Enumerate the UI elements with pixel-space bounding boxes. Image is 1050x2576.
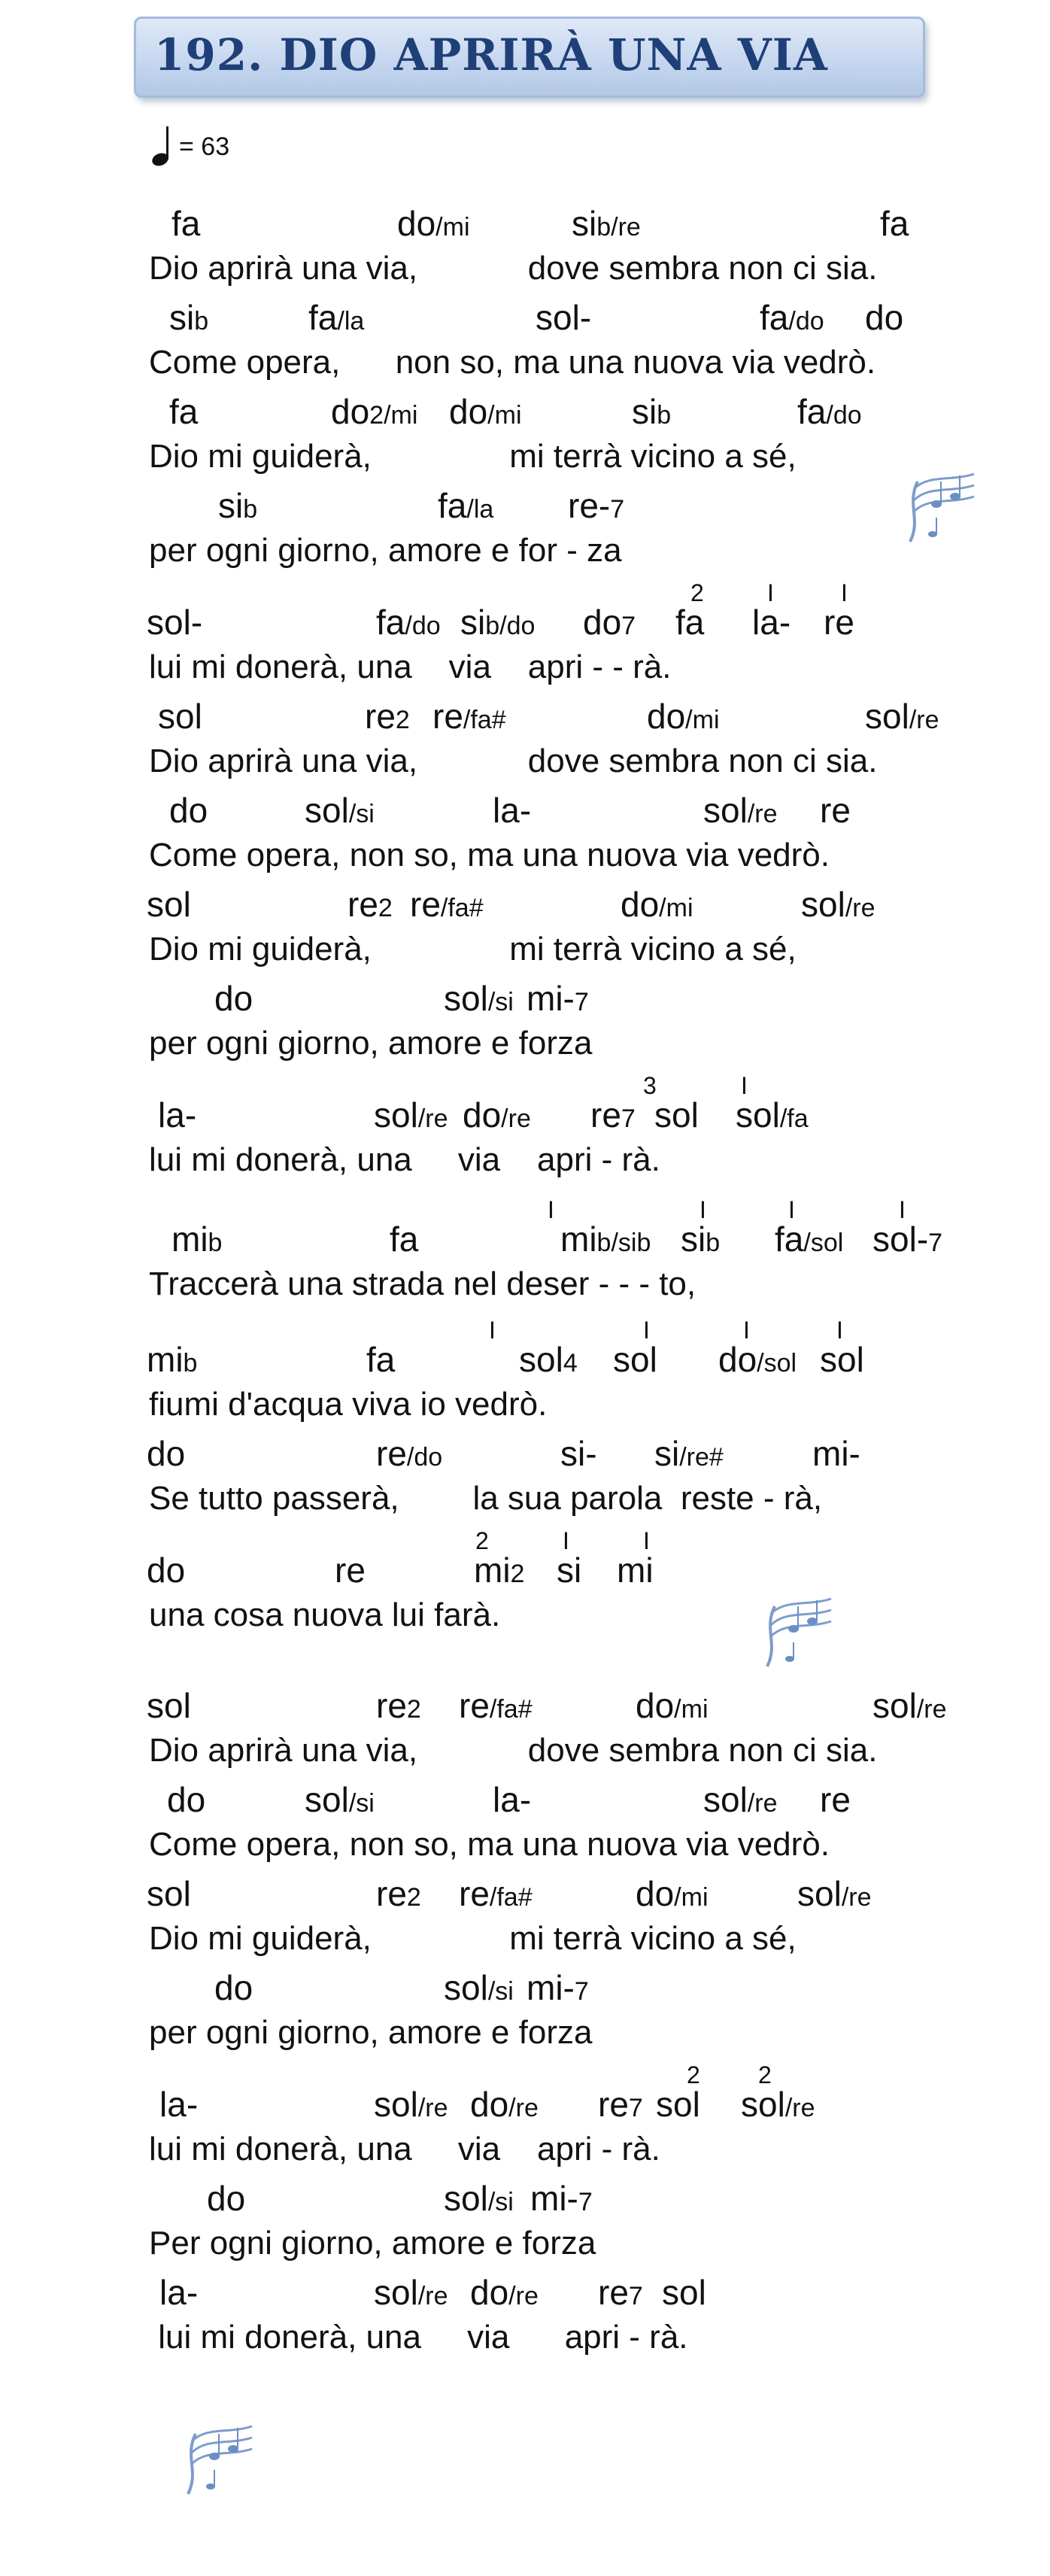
chord-label: sol/si (305, 1780, 375, 1819)
lyric-text: per ogni giorno, amore e forza (149, 2014, 593, 2051)
chord-label: sol- (536, 298, 592, 337)
chord-label: do/mi (647, 697, 720, 736)
chord-label: sol/si (444, 979, 514, 1018)
lyric-text: Per ogni giorno, amore e forza (149, 2225, 596, 2262)
chord-label: sib (169, 298, 209, 337)
chord-label: re (335, 1551, 366, 1590)
chord-label: do (214, 979, 253, 1018)
lyric-text: Dio mi guiderà, mi terrà vicino a sé, (149, 931, 797, 968)
chord-label: fa (366, 1340, 396, 1379)
chord-label: sib (681, 1220, 721, 1259)
chord-label: re2 (365, 697, 410, 736)
chord-label: fa/do (760, 298, 824, 337)
chord-label: sol- (147, 603, 203, 642)
fingering-mark: 2 (758, 2061, 772, 2088)
lyric-text: Dio aprirà una via, dove sembra non ci sia. (149, 743, 878, 779)
chord-label: sol (820, 1340, 864, 1379)
chord-label: mi-7 (530, 2179, 593, 2218)
chord-label: sol (654, 1095, 699, 1135)
fingering-mark: I (767, 579, 774, 606)
chord-label: sol/re (374, 2085, 448, 2124)
chord-label: sol (147, 1686, 191, 1725)
lyric-text: Come opera, non so, ma una nuova via vedrò. (149, 837, 830, 873)
lyric-text: Traccerà una strada nel deser - - - to, (149, 1265, 696, 1302)
chord-label: sol-7 (872, 1220, 943, 1259)
chord-label: do7 (583, 603, 636, 642)
chord-label: re (824, 603, 854, 642)
chord-label: re/fa# (459, 1874, 533, 1913)
chord-label: do (207, 2179, 246, 2218)
chord-label: sib/re (572, 204, 641, 243)
lyric-text: Dio mi guiderà, mi terrà vicino a sé, (149, 1920, 797, 1957)
lyric-text: fiumi d'acqua viva io vedrò. (149, 1386, 548, 1423)
chord-label: do/mi (449, 392, 522, 431)
chord-label: fa/do (376, 603, 441, 642)
fingering-mark: 2 (475, 1527, 489, 1554)
chord-label: sol (147, 1874, 191, 1913)
chord-label: do/mi (636, 1686, 709, 1725)
chord-label: do (169, 791, 208, 830)
chord-label: sol/re (797, 1874, 872, 1913)
chord-label: mib (171, 1220, 223, 1259)
lyric-text: Se tutto passerà, la sua parola reste - rà, (149, 1480, 823, 1517)
chord-label: si/re# (654, 1434, 724, 1473)
chord-label: re2 (347, 885, 393, 924)
chord-label: do/re (463, 1095, 531, 1135)
fingering-mark: 3 (643, 1072, 657, 1099)
fingering-mark: I (563, 1527, 569, 1554)
tempo-value: = 63 (179, 132, 230, 161)
chord-label: re/do (376, 1434, 443, 1473)
song-title: 192. DIO APRIRÀ UNA VIA (154, 29, 828, 80)
chord-label: la- (159, 2085, 199, 2124)
lyric-text: Dio aprirà una via, dove sembra non ci sia. (149, 250, 878, 287)
music-notes-icon (899, 459, 982, 557)
chord-label: sol/si (305, 791, 375, 830)
chord-label: sol/re (374, 2273, 448, 2312)
chord-label: sol (613, 1340, 657, 1379)
chord-label: fa/sol (775, 1220, 844, 1259)
chord-label: do/sol (718, 1340, 797, 1379)
chord-label: sol (662, 2273, 706, 2312)
chord-label: do (214, 1968, 253, 2007)
chord-label: re7 (590, 1095, 636, 1135)
chord-label: sib (632, 392, 672, 431)
fingering-mark: I (489, 1317, 496, 1344)
chord-label: la- (493, 791, 532, 830)
chord-label: re2 (376, 1686, 421, 1725)
fingering-mark: I (899, 1196, 906, 1223)
chord-label: sib (218, 486, 258, 525)
fingering-mark: I (743, 1317, 750, 1344)
lyric-text: per ogni giorno, amore e forza (149, 1025, 593, 1062)
chord-label: do (147, 1551, 186, 1590)
chord-label: fa/do (797, 392, 862, 431)
fingering-mark: I (836, 1317, 843, 1344)
fingering-mark: 2 (687, 2061, 700, 2088)
chord-label: si- (560, 1434, 597, 1473)
fingering-mark: I (841, 579, 848, 606)
chord-label: sol (158, 697, 202, 736)
chord-label: fa (675, 603, 705, 642)
chord-label: mi-7 (527, 1968, 589, 2007)
chord-label: sol/fa (736, 1095, 809, 1135)
chord-label: fa (390, 1220, 419, 1259)
music-notes-icon (756, 1584, 839, 1681)
chord-label: re/fa# (432, 697, 506, 736)
chord-label: sib/do (460, 603, 536, 642)
lyric-text: lui mi donerà, una via apri - rà. (149, 2319, 688, 2356)
chord-label: do (147, 1434, 186, 1473)
chord-label: re (820, 791, 851, 830)
chord-label: sol/re (374, 1095, 448, 1135)
lyric-text: Dio mi guiderà, mi terrà vicino a sé, (149, 438, 797, 475)
chord-label: do/mi (397, 204, 470, 243)
chord-label: do (167, 1780, 206, 1819)
chord-label: sol4 (519, 1340, 578, 1379)
chord-label: fa (171, 204, 201, 243)
lyric-text: lui mi donerà, una via apri - rà. (149, 2131, 660, 2167)
chord-label: fa (880, 204, 909, 243)
chord-label: fa/la (308, 298, 365, 337)
chord-label: do2/mi (331, 392, 418, 431)
lyric-text: lui mi donerà, una via apri - - rà. (149, 649, 672, 685)
chord-label: sol/re (872, 1686, 947, 1725)
chord-label: mi2 (474, 1551, 525, 1590)
chord-label: mib/sib (560, 1220, 651, 1259)
chord-label: sol/re (703, 1780, 778, 1819)
chord-label: sol/re (865, 697, 939, 736)
fingering-mark: I (643, 1317, 650, 1344)
chord-label: re7 (598, 2273, 643, 2312)
chord-label: fa/la (438, 486, 494, 525)
fingering-mark: I (699, 1196, 706, 1223)
chord-label: la- (159, 2273, 199, 2312)
chord-label: la- (493, 1780, 532, 1819)
chord-label: la- (752, 603, 791, 642)
chord-label: mi- (812, 1434, 860, 1473)
fingering-mark: I (788, 1196, 795, 1223)
fingering-mark: I (741, 1072, 748, 1099)
chord-label: mi (617, 1551, 654, 1590)
chord-label: sol (147, 885, 191, 924)
fingering-mark: I (548, 1196, 554, 1223)
chord-label: mi-7 (527, 979, 589, 1018)
chord-label: si (557, 1551, 582, 1590)
music-notes-icon (177, 2411, 259, 2517)
lyric-text: lui mi donerà, una via apri - rà. (149, 1141, 660, 1178)
chord-label: sol/re (741, 2085, 815, 2124)
chord-label: fa (169, 392, 199, 431)
fingering-mark: 2 (690, 579, 704, 606)
lyric-text: Come opera, non so, ma una nuova via vedrò. (149, 344, 876, 381)
chord-label: sol/si (444, 2179, 514, 2218)
lyric-text: Dio aprirà una via, dove sembra non ci sia. (149, 1732, 878, 1769)
chord-label: re/fa# (459, 1686, 533, 1725)
chord-label: sol (656, 2085, 700, 2124)
lyric-text: Come opera, non so, ma una nuova via vedrò. (149, 1826, 830, 1863)
lyric-text: per ogni giorno, amore e for - za (149, 532, 622, 569)
chord-label: do/re (470, 2273, 539, 2312)
chord-label: do/mi (621, 885, 693, 924)
chord-label: re7 (598, 2085, 643, 2124)
chord-label: re2 (376, 1874, 421, 1913)
chord-label: re (820, 1780, 851, 1819)
chord-label: mib (147, 1340, 198, 1379)
chord-label: do/re (470, 2085, 539, 2124)
chord-label: la- (158, 1095, 197, 1135)
lyric-text: una cosa nuova lui farà. (149, 1596, 501, 1633)
chord-label: re/fa# (410, 885, 484, 924)
chord-label: do/mi (636, 1874, 709, 1913)
chord-label: sol/re (801, 885, 876, 924)
chord-label: do (865, 298, 904, 337)
chord-label: sol/re (703, 791, 778, 830)
chord-label: sol/si (444, 1968, 514, 2007)
chord-label: re-7 (568, 486, 625, 525)
fingering-mark: I (643, 1527, 650, 1554)
